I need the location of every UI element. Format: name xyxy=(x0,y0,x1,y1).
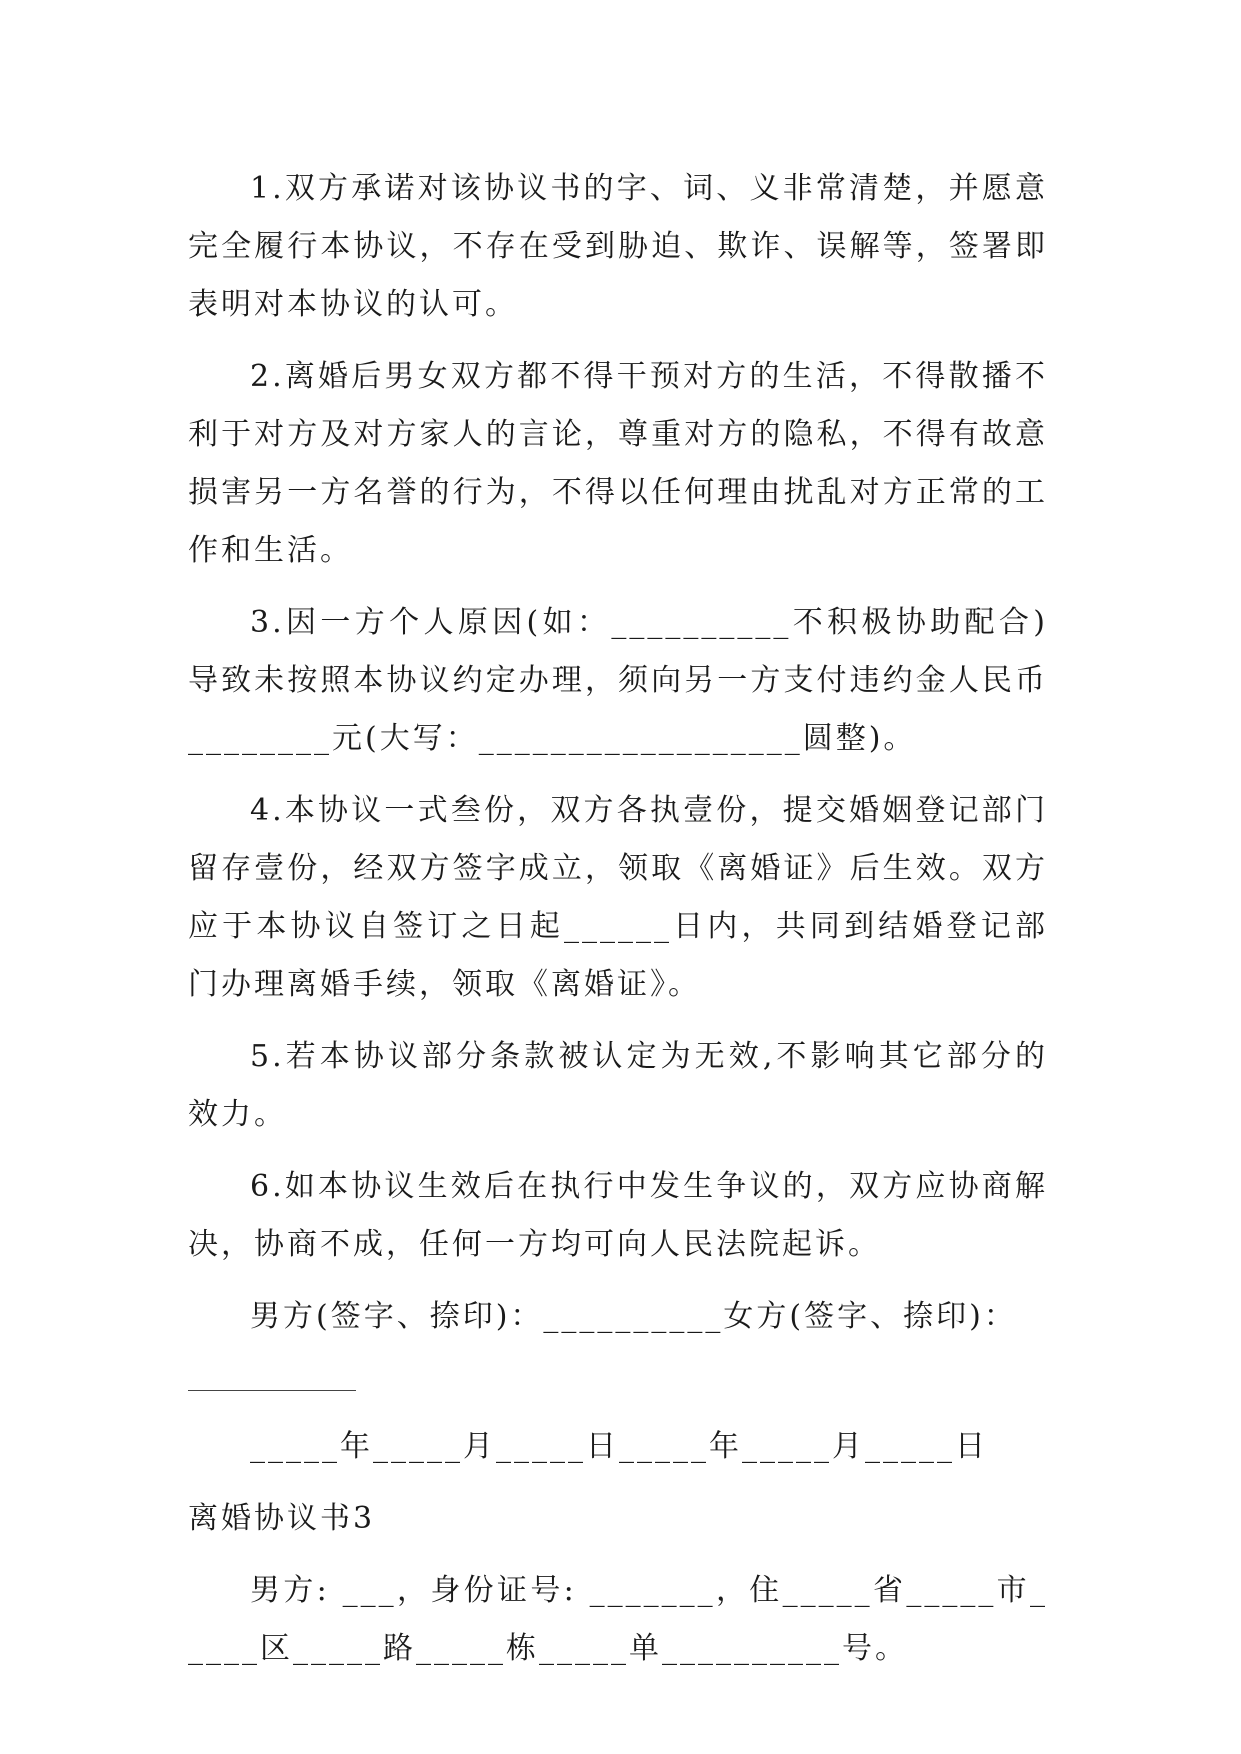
clause-1: 1.双方承诺对该协议书的字、词、义非常清楚，并愿意完全履行本协议，不存在受到胁迫、欺诈、误解等，签署即表明对本协议的认可。 xyxy=(188,171,1048,322)
section-title: 离婚协议书3 xyxy=(188,1501,376,1536)
signature-blank xyxy=(188,1346,1048,1404)
clause-4: 4.本协议一式叁份，双方各执壹份，提交婚姻登记部门留存壹份，经双方签字成立，领取《离婚证》后生效。双方应于本协议自签订之日起______日内，共同到结婚登记部门办理离婚手续，领取《离婚证》。 xyxy=(188,793,1048,1002)
clause-5: 5.若本协议部分条款被认定为无效,不影响其它部分的效力。 xyxy=(188,1039,1048,1132)
clause-6: 6.如本协议生效后在执行中发生争议的，双方应协商解决，协商不成，任何一方均可向人民法院起诉。 xyxy=(188,1169,1048,1262)
signature-line: 男方(签字、捺印)：__________女方(签字、捺印)： xyxy=(250,1299,1017,1334)
party-info-line: 男方: ___，身份证号: _______，住_____省_____市_____区_____路_____栋_____单__________号。 xyxy=(188,1573,1048,1666)
date-line: _____年_____月_____日_____年_____月_____日 xyxy=(250,1429,988,1464)
signature-underline xyxy=(188,1390,356,1391)
clause-2: 2.离婚后男女双方都不得干预对方的生活，不得散播不利于对方及对方家人的言论，尊重对方的隐私，不得有故意损害另一方名誉的行为，不得以任何理由扰乱对方正常的工作和生活。 xyxy=(188,359,1048,568)
document-body xyxy=(188,160,1048,1678)
clause-3: 3.因一方个人原因(如：__________不积极协助配合)导致未按照本协议约定办理，须向另一方支付违约金人民币________元(大写：__________________圆整)。 xyxy=(188,605,1048,756)
